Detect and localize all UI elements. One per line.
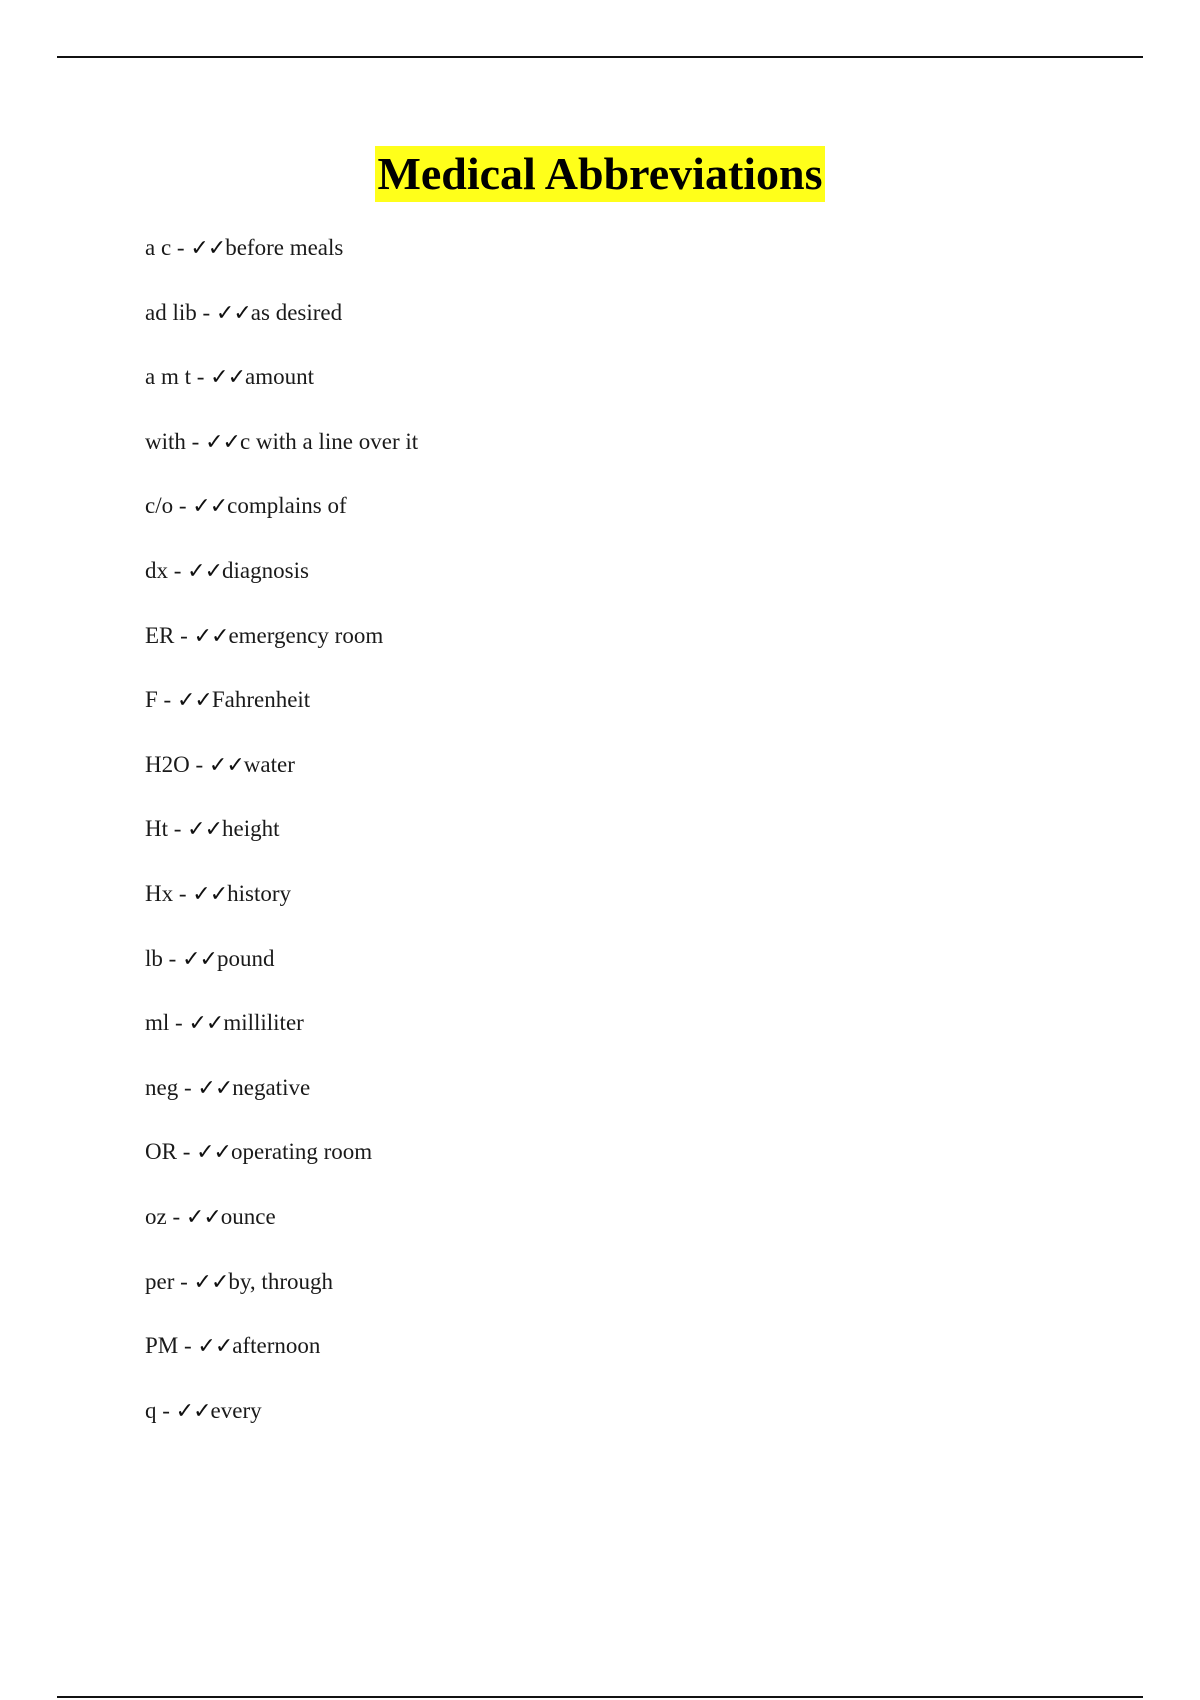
double-check-icon: ✓✓ xyxy=(192,881,228,907)
list-item xyxy=(145,682,418,747)
abbreviation-definition: negative xyxy=(232,1074,311,1100)
separator: - xyxy=(166,1203,186,1229)
list-item xyxy=(145,1070,418,1135)
separator: - xyxy=(162,945,183,971)
separator: - xyxy=(178,1074,198,1100)
abbreviation-definition: c with a line over it xyxy=(239,428,419,454)
abbreviation-definition: diagnosis xyxy=(222,557,309,583)
separator: - xyxy=(157,687,177,713)
double-check-icon: ✓✓ xyxy=(193,1269,229,1295)
separator: - xyxy=(168,557,188,583)
list-item xyxy=(145,424,418,489)
abbreviation-term: lb xyxy=(145,945,163,971)
page-title: Medical Abbreviations xyxy=(375,146,824,202)
double-check-icon: ✓✓ xyxy=(188,1011,224,1037)
abbreviation-term: ml xyxy=(145,1010,170,1036)
list-item xyxy=(145,941,418,1006)
separator: - xyxy=(191,364,211,390)
double-check-icon: ✓✓ xyxy=(215,300,251,326)
double-check-icon: ✓✓ xyxy=(197,1075,233,1101)
abbreviation-definition: as desired xyxy=(250,299,343,325)
double-check-icon: ✓✓ xyxy=(208,752,244,778)
list-item xyxy=(145,1393,418,1458)
separator: - xyxy=(178,1333,198,1359)
abbreviation-definition: amount xyxy=(245,364,315,390)
separator: - xyxy=(171,235,191,260)
double-check-icon: ✓✓ xyxy=(205,429,240,455)
abbreviation-definition: afternoon xyxy=(232,1333,321,1359)
double-check-icon: ✓✓ xyxy=(210,365,246,391)
separator: - xyxy=(156,1397,176,1423)
separator: - xyxy=(185,428,206,454)
separator: - xyxy=(189,751,209,777)
list-item xyxy=(145,295,418,360)
list-item xyxy=(145,618,418,683)
double-check-icon: ✓✓ xyxy=(193,623,229,649)
double-check-icon: ✓✓ xyxy=(196,1140,231,1166)
double-check-icon: ✓✓ xyxy=(182,946,217,972)
double-check-icon: ✓✓ xyxy=(190,236,226,261)
title-container xyxy=(0,146,1200,202)
list-item xyxy=(145,811,418,876)
abbreviation-definition: operating room xyxy=(231,1139,373,1165)
abbreviation-definition: complains of xyxy=(227,493,347,519)
double-check-icon: ✓✓ xyxy=(187,558,223,584)
separator: - xyxy=(176,1139,197,1165)
list-item xyxy=(145,747,418,812)
double-check-icon: ✓✓ xyxy=(187,817,223,843)
separator: - xyxy=(168,816,188,842)
abbreviation-definition: Fahrenheit xyxy=(211,687,311,713)
abbreviation-term: per xyxy=(145,1268,175,1294)
abbreviation-definition: emergency room xyxy=(228,622,384,648)
list-item xyxy=(145,488,418,553)
top-rule xyxy=(57,56,1143,58)
separator: - xyxy=(174,622,194,648)
list-item xyxy=(145,1199,418,1264)
abbreviation-definition: height xyxy=(222,816,280,842)
abbreviation-term: a c xyxy=(145,235,172,260)
double-check-icon: ✓✓ xyxy=(175,1398,211,1424)
abbreviation-term: ad lib xyxy=(145,299,197,325)
abbreviation-definition: milliliter xyxy=(223,1010,304,1036)
list-item xyxy=(145,553,418,618)
abbreviation-term: with xyxy=(145,428,186,454)
abbreviation-definition: ounce xyxy=(220,1203,276,1229)
double-check-icon: ✓✓ xyxy=(197,1334,233,1360)
list-item xyxy=(145,230,418,295)
list-item xyxy=(145,1134,418,1199)
abbreviation-term: Hx xyxy=(145,880,174,906)
abbreviation-definition: by, through xyxy=(228,1268,333,1294)
abbreviation-definition: history xyxy=(227,880,292,906)
abbreviation-list xyxy=(145,230,418,1457)
abbreviation-term: a m t xyxy=(145,364,191,390)
abbreviation-definition: every xyxy=(210,1397,262,1423)
abbreviation-term: Ht xyxy=(145,816,168,842)
separator: - xyxy=(173,880,193,906)
abbreviation-definition: water xyxy=(243,751,295,777)
abbreviation-term: neg xyxy=(145,1074,179,1100)
separator: - xyxy=(173,493,193,519)
separator: - xyxy=(169,1010,189,1036)
list-item xyxy=(145,359,418,424)
double-check-icon: ✓✓ xyxy=(192,494,228,520)
abbreviation-definition: pound xyxy=(216,945,275,971)
abbreviation-term: OR xyxy=(145,1139,177,1165)
abbreviation-term: F xyxy=(145,687,158,713)
double-check-icon: ✓✓ xyxy=(176,688,212,714)
abbreviation-term: dx xyxy=(145,557,168,583)
separator: - xyxy=(196,299,216,325)
abbreviation-term: ER xyxy=(145,622,175,648)
list-item xyxy=(145,876,418,941)
abbreviation-term: q xyxy=(145,1397,157,1423)
list-item xyxy=(145,1264,418,1329)
abbreviation-term: oz xyxy=(145,1203,167,1229)
list-item xyxy=(145,1005,418,1070)
bottom-rule xyxy=(57,1696,1143,1698)
separator: - xyxy=(174,1268,194,1294)
list-item xyxy=(145,1328,418,1393)
double-check-icon: ✓✓ xyxy=(185,1204,221,1230)
abbreviation-term: H2O xyxy=(145,751,190,777)
abbreviation-term: PM xyxy=(145,1333,179,1359)
abbreviation-definition: before meals xyxy=(225,235,344,260)
abbreviation-term: c/o xyxy=(145,493,174,519)
